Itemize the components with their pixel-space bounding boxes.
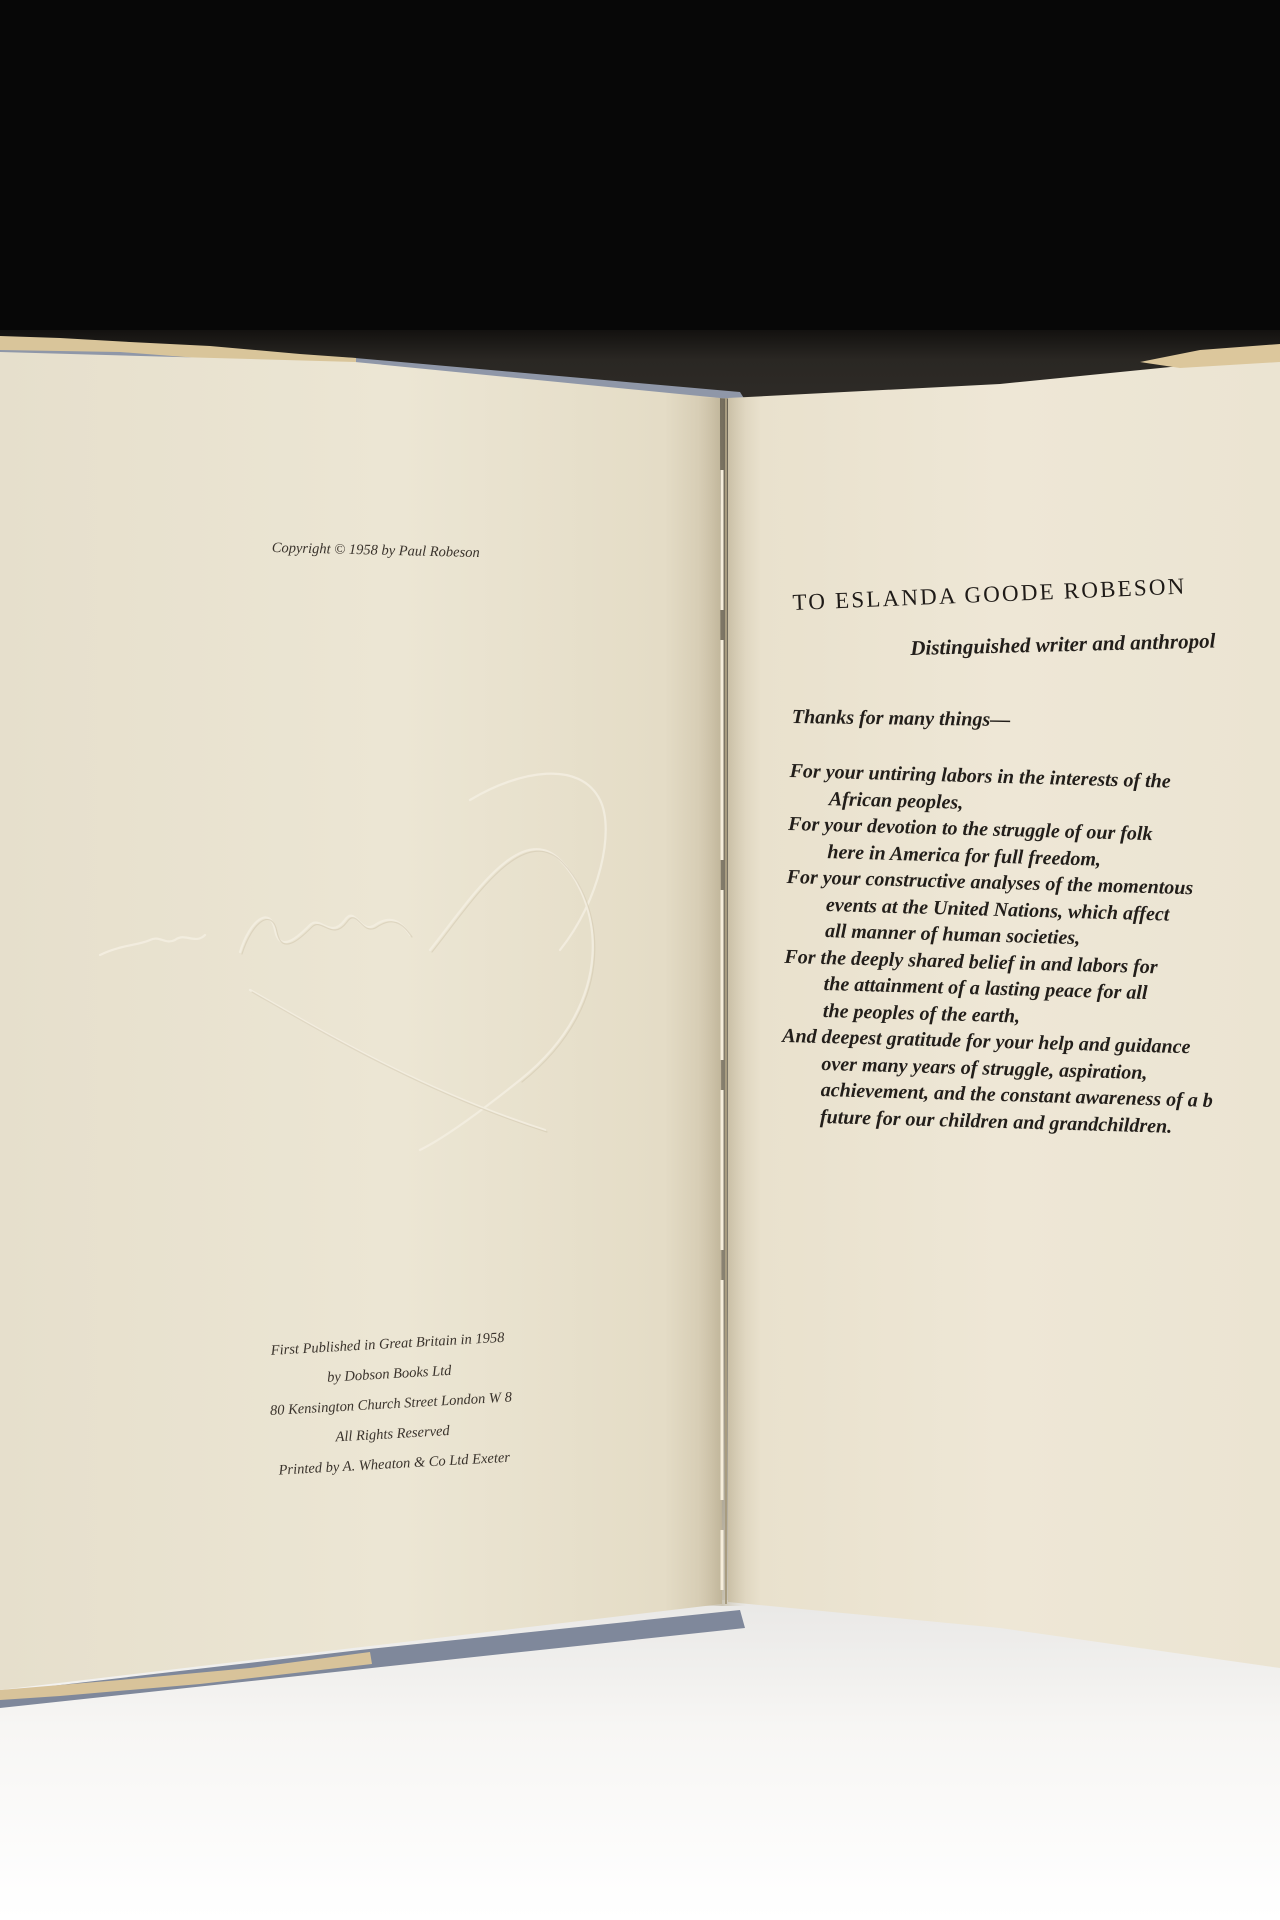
imprint-line: First Published in Great Britain in 1958	[270, 1329, 505, 1359]
dedication-line: For your devotion to the struggle of our folk	[787, 812, 1153, 846]
dedication-line: African peoples,	[828, 787, 964, 814]
dedication-line: here in America for full freedom,	[827, 840, 1102, 871]
imprint-line: All Rights Reserved	[335, 1423, 451, 1446]
dedication-line: For your constructive analyses of the momentous	[786, 865, 1194, 900]
dedication-line: For your untiring labors in the interests of the	[789, 759, 1171, 793]
dedication-title: TO ESLANDA GOODE ROBESON	[792, 573, 1187, 615]
dedication-line: the attainment of a lasting peace for all	[823, 973, 1148, 1005]
dedication-line: future for our children and grandchildren.	[819, 1105, 1173, 1138]
dedication-line: events at the United Nations, which affect	[825, 893, 1170, 926]
dedication-line: And deepest gratitude for your help and guidance	[781, 1024, 1191, 1059]
imprint-line: 80 Kensington Church Street London W 8	[269, 1389, 513, 1419]
copyright-line: Copyright © 1958 by Paul Robeson	[271, 540, 480, 562]
imprint-line: Printed by A. Wheaton & Co Ltd Exeter	[278, 1449, 511, 1479]
dedication-subtitle: Distinguished writer and anthropol	[910, 628, 1216, 660]
dedication-line: over many years of struggle, aspiration,	[821, 1052, 1148, 1084]
imprint-line: by Dobson Books Ltd	[326, 1362, 452, 1386]
dedication-line: achievement, and the constant awareness of a b	[820, 1078, 1214, 1112]
dedication-line: the peoples of the earth,	[822, 999, 1021, 1028]
dedication-stanzas	[780, 758, 1280, 1143]
dedication-line: all manner of human societies,	[824, 920, 1081, 950]
thanks-line: Thanks for many things—	[791, 706, 1011, 732]
dedication-line: For the deeply shared belief in and labors for	[784, 945, 1158, 978]
imprint-block	[232, 1321, 550, 1488]
